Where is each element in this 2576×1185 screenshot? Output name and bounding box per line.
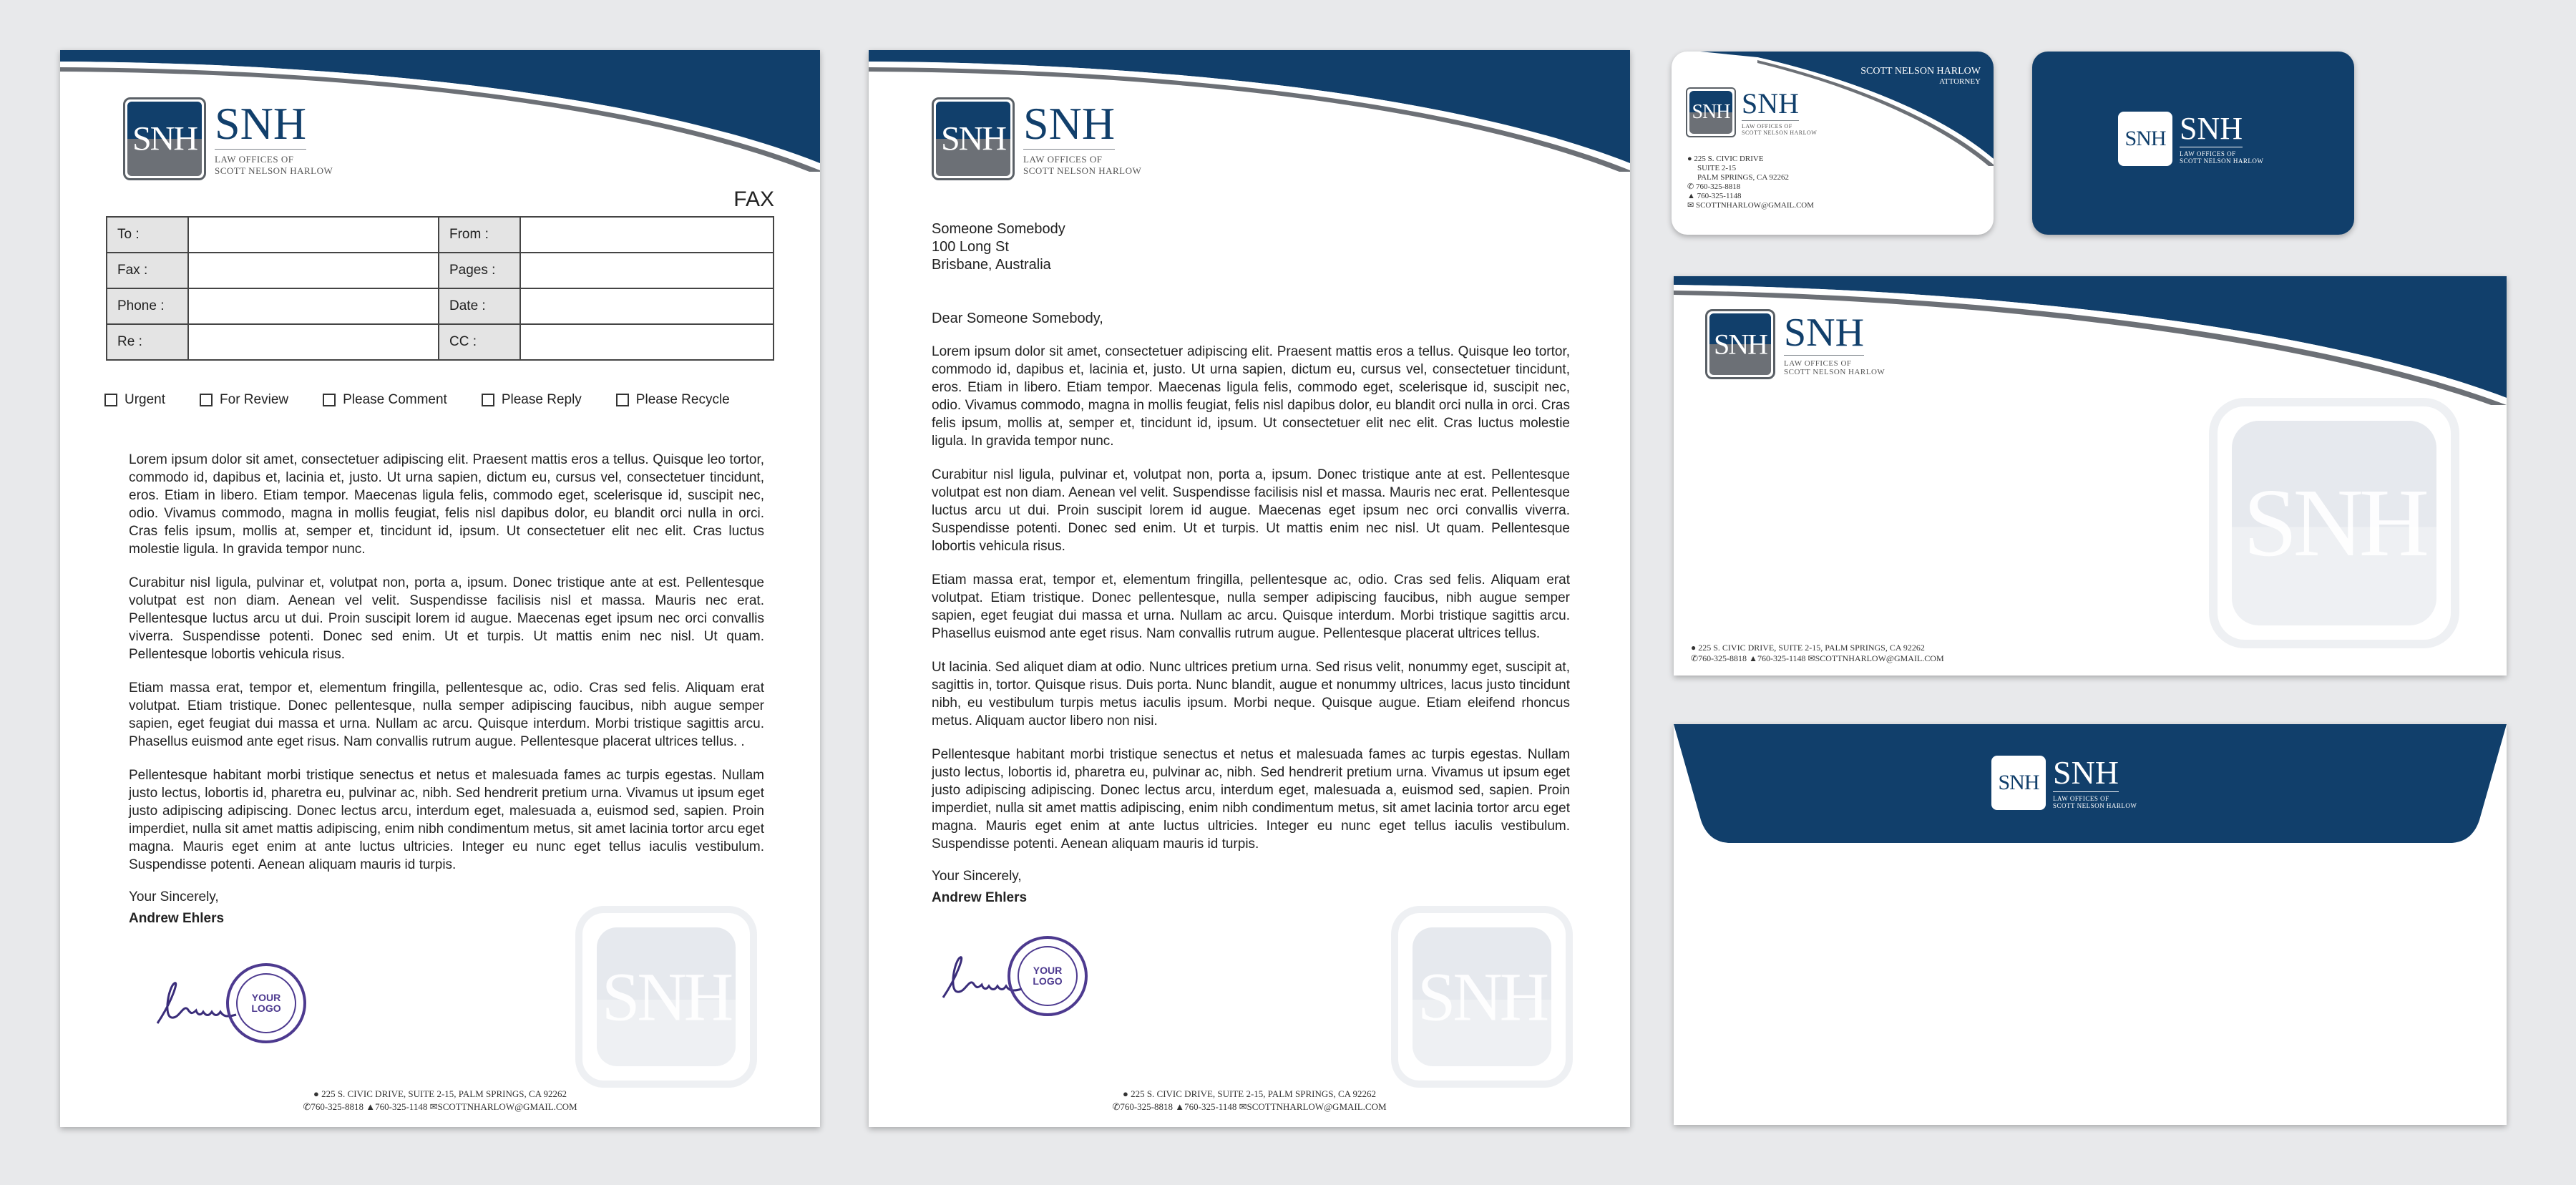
letter-paragraph: Curabitur nisl ligula, pulvinar et, volutpat non, porta a, ipsum. Donec tristique ante at est. Pellentesque volutpat est non diam. Aenean vel velit. Suspendisse facilisis nisl et massa. Mauris nec erat. Pellentesque luctus arcu ut dui. Proin suscipit lorem id augue. Maecenas eget ipsum nec orci convallis viverra. Suspendisse potenti. Donec sed enim. Ut et turpis. Ut mattis enim nec nisl. Ut quam. Pellentesque lobortis vehicula risus. xyxy=(932,467,1570,554)
fax-field[interactable] xyxy=(188,253,439,288)
mail-icon: ✉ xyxy=(429,1101,438,1112)
phone-field[interactable] xyxy=(188,288,439,324)
re-label: Re : xyxy=(107,324,188,360)
fax-footer: ● 225 S. CIVIC DRIVE, SUITE 2-15, PALM SPRINGS, CA 92262 ✆760-325-8818 ▲760-325-1148 ✉SCOTTNHARLOW@GMAIL.COM xyxy=(303,1088,577,1112)
firm-logo xyxy=(123,97,333,180)
cc-label: CC : xyxy=(439,324,520,360)
envelope-logo: SNH SNH LAW OFFICES OF SCOTT NELSON HARLOW xyxy=(1705,309,1885,379)
logo-mark: SNH xyxy=(932,97,1015,180)
check-urgent[interactable]: Urgent xyxy=(104,392,165,408)
pages-field[interactable] xyxy=(520,253,774,288)
pin-icon: ● xyxy=(1687,155,1692,163)
date-label: Date : xyxy=(439,288,520,324)
check-please-recycle[interactable]: Please Recycle xyxy=(616,392,730,408)
logo-mark: SNH xyxy=(1686,87,1736,137)
fax-sheet xyxy=(60,50,820,1127)
firm-logo: SNH SNH LAW OFFICES OF SCOTT NELSON HARLOW xyxy=(932,97,1141,180)
mail-icon: ✉ xyxy=(1807,653,1815,663)
card-contact: ● 225 S. CIVIC DRIVE SUITE 2-15 PALM SPRINGS, CA 92262 ✆ 760-325-8818 ▲ 760-325-1148 ✉ SCOTTNHARLOW@GMAIL.COM xyxy=(1687,155,1815,210)
logo-mark: SNH xyxy=(2118,112,2172,166)
checkbox[interactable] xyxy=(104,394,117,406)
letterhead-sheet xyxy=(869,50,1630,1127)
logo-mark-text: SNH xyxy=(132,120,197,158)
logo-wordmark: SNH xyxy=(1784,310,1865,355)
fax-paragraph: Pellentesque habitant morbi tristique senectus et netus et malesuada fames ac turpis egestas. Nullam justo lectus, lobortis id, pharetra eu, pulvinar ac, nibh. Sed hendrerit pretium urna. Vivamus ut ipsum eget justo adipiscing adipiscing. Donec lectus arcu, interdum eget, malesuada a, euismod sed, sapien. Proin imperdiet, nulla sit amet mattis adipiscing, enim nibh condimentum metus, sit amet lacinia tortor arcu eget magna. Mauris eget enim at ante luctus ultricies. Integer eu nunc eget tellus iaculis vestibulum. Suspendisse potenti. Aenean aliquam mauris id turpis. xyxy=(129,768,764,872)
date-field[interactable] xyxy=(520,288,774,324)
logo-mark: SNH xyxy=(1991,756,2046,810)
to-label: To : xyxy=(107,217,188,253)
letter-closing: Your Sincerely, xyxy=(932,869,1022,884)
stamp-seal: YOUR LOGO xyxy=(1008,936,1088,1016)
fax-closing: Your Sincerely, xyxy=(129,889,219,904)
phone-label: Phone : xyxy=(107,288,188,324)
letter-paragraph: Etiam massa erat, tempor et, elementum fringilla, pellentesque ac, odio. Cras sed felis. Aliquam erat volutpat. Etiam tristique. Donec pellentesque, nulla semper adipiscing faucibus, nibh augue semper sapien, eget feugiat dui massa et urna. Nullam ac arcu. Quisque interdum. Morbi tristique sagittis arcu. Phasellus euismod ante eget risus. Nam convallis rutrum augue. Pellentesque placerat ultrices tellus. xyxy=(932,572,1570,641)
phone-icon: ✆ xyxy=(1691,653,1699,663)
logo-wordmark: SNH xyxy=(2180,111,2243,146)
business-card-front xyxy=(1672,52,1994,235)
card-name: SCOTT NELSON HARLOW xyxy=(1860,66,1981,77)
phone-icon: ✆ xyxy=(303,1101,311,1112)
from-field[interactable] xyxy=(520,217,774,253)
card-logo: SNH SNH LAW OFFICES OF SCOTT NELSON HARLOW xyxy=(1686,87,1817,137)
envelope-front xyxy=(1674,276,2507,676)
letter-paragraph: Pellentesque habitant morbi tristique senectus et netus et malesuada fames ac turpis egestas. Nullam justo lectus, lobortis id, pharetra eu, pulvinar ac, nibh. Sed hendrerit pretium urna. Vivamus ut ipsum eget justo adipiscing adipiscing. Donec lectus arcu, interdum eget, malesuada a, euismod sed, sapien. Proin imperdiet, nulla sit amet mattis adipiscing, enim nibh condimentum metus, sit amet lacinia tortor arcu eget magna. Mauris eget enim at ante luctus ultricies. Integer eu nunc eget tellus iaculis vestibulum. Suspendisse potenti. Aenean aliquam mauris id turpis. xyxy=(932,747,1570,852)
logo-mark: SNH xyxy=(1705,309,1775,379)
checkbox[interactable] xyxy=(482,394,494,406)
pin-icon: ● xyxy=(313,1088,319,1099)
fax-body xyxy=(129,451,764,927)
pin-icon: ● xyxy=(1122,1088,1128,1099)
fax-paragraph: Lorem ipsum dolor sit amet, consectetuer adipiscing elit. Praesent mattis eros a tellus. Quisque leo tortor, commodo id, dapibus et, lacinia et, justo. Ut urna sapien, dictum eu, cursus vel, consectetuer tincidunt, eros. Etiam in libero. Etiam tempor. Maecenas ligula felis, commodo eget, scelerisque id, suscipit nec, odio. Vivamus commodo, magna in mollis feugiat, felis nisl dapibus dolor, eu blandit orci nulla in orci. Cras felis ipsum, mollis at, semper et, tincidunt id, ipsum. Ut consectetuer elit nec elit. Cras luctus molestie ligula. In gravida tempor nunc. xyxy=(129,452,764,557)
phone-icon: ✆ xyxy=(1112,1101,1121,1112)
logo-wordmark: SNH xyxy=(215,98,307,149)
fax-label: Fax : xyxy=(107,253,188,288)
fax-paragraph: Etiam massa erat, tempor et, elementum fringilla, pellentesque ac, odio. Cras sed felis. Aliquam erat volutpat. Etiam tristique. Donec pellentesque, nulla semper adipiscing faucibus, nibh augue semper sapien, eget feugiat dui massa et urna. Nullam ac arcu. Quisque interdum. Morbi tristique sagittis arcu. Phasellus euismod ante eget risus. Nam convallis rutrum augue. Pellentesque placerat ultrices tellus. . xyxy=(129,681,764,749)
card-title: ATTORNEY xyxy=(1939,77,1981,86)
cc-field[interactable] xyxy=(520,324,774,360)
check-please-reply[interactable]: Please Reply xyxy=(482,392,582,408)
logo-line2: SCOTT NELSON HARLOW xyxy=(215,165,333,176)
logo-wordmark: SNH xyxy=(1742,87,1800,120)
watermark-logo: SNH xyxy=(2209,398,2459,648)
recipient-address: Someone Somebody 100 Long St Brisbane, Australia xyxy=(932,221,1065,273)
fax-title: FAX xyxy=(733,187,774,211)
fax-checkboxes xyxy=(104,392,730,408)
mail-icon: ✉ xyxy=(1687,201,1694,210)
mail-icon: ✉ xyxy=(1239,1101,1247,1112)
pin-icon: ● xyxy=(1691,643,1697,653)
logo-wordmark: SNH xyxy=(2053,754,2119,791)
business-card-back xyxy=(2032,52,2354,235)
letter-signer: Andrew Ehlers xyxy=(932,890,1028,905)
fax-icon: ▲ xyxy=(1687,192,1695,200)
check-please-comment[interactable]: Please Comment xyxy=(323,392,447,408)
fax-header-table xyxy=(106,216,774,361)
check-for-review[interactable]: For Review xyxy=(200,392,288,408)
fax-icon: ▲ xyxy=(366,1101,376,1112)
envelope-back xyxy=(1674,724,2507,1125)
stamp-seal: YOUR LOGO xyxy=(226,963,306,1043)
from-label: From : xyxy=(439,217,520,253)
letter-footer: ● 225 S. CIVIC DRIVE, SUITE 2-15, PALM SPRINGS, CA 92262 ✆760-325-8818 ▲760-325-1148 ✉SCOTTNHARLOW@GMAIL.COM xyxy=(1112,1088,1387,1112)
re-field[interactable] xyxy=(188,324,439,360)
phone-icon: ✆ xyxy=(1687,182,1694,191)
logo-mark xyxy=(123,97,206,180)
pages-label: Pages : xyxy=(439,253,520,288)
letter-body xyxy=(932,311,1570,906)
logo-wordmark: SNH xyxy=(1023,98,1116,149)
letter-paragraph: Ut lacinia. Sed aliquet diam at odio. Nunc ultrices pretium urna. Sed risus velit, nonummy eget, suscipit at, sagittis in, tortor. Quisque risus. Duis porta. Nunc blandit, augue et nonummy ultrices, lacus justo tincidunt nibh, eu vestibulum turpis metus iaculis ipsum. Morbi neque. Quisque augue. Etiam eleifend rhoncus metus. Aliquam auctor libero non nisi. xyxy=(932,660,1570,728)
fax-signer: Andrew Ehlers xyxy=(129,911,225,926)
checkbox[interactable] xyxy=(616,394,629,406)
letter-paragraph: Lorem ipsum dolor sit amet, consectetuer adipiscing elit. Praesent mattis eros a tellus. Quisque leo tortor, commodo id, dapibus et, lacinia et, justo. Ut urna sapien, dictum eu, cursus vel, consectetuer tincidunt, eros. Etiam in libero. Etiam tempor. Maecenas ligula felis, commodo eget, scelerisque id, suscipit nec, odio. Vivamus commodo, magna in mollis feugiat, felis nisl dapibus dolor, eu blandit orci nulla in orci. Cras felis ipsum, mollis at, semper et, tincidunt id, ipsum. Ut consectetuer elit nec elit. Cras luctus molestie ligula. In gravida tempor nunc. xyxy=(932,344,1570,449)
checkbox[interactable] xyxy=(200,394,213,406)
to-field[interactable] xyxy=(188,217,439,253)
watermark-logo: SNH xyxy=(1391,906,1573,1088)
card-back-logo: SNH SNH LAW OFFICES OF SCOTT NELSON HARLOW xyxy=(2118,112,2263,166)
envelope-flap-logo: SNH SNH LAW OFFICES OF SCOTT NELSON HARLOW xyxy=(1991,756,2137,810)
envelope-return-address: ● 225 S. CIVIC DRIVE, SUITE 2-15, PALM SPRINGS, CA 92262 ✆760-325-8818 ▲760-325-1148 ✉SCOTTNHARLOW@GMAIL.COM xyxy=(1691,643,1944,663)
logo-line1: LAW OFFICES OF xyxy=(215,154,294,165)
fax-icon: ▲ xyxy=(1175,1101,1185,1112)
salutation: Dear Someone Somebody, xyxy=(932,311,1103,326)
watermark-logo: SNH xyxy=(575,906,757,1088)
checkbox[interactable] xyxy=(323,394,336,406)
fax-paragraph: Curabitur nisl ligula, pulvinar et, volutpat non, porta a, ipsum. Donec tristique ante at est. Pellentesque volutpat est non diam. Aenean vel velit. Suspendisse facilisis nisl et massa. Mauris nec erat. Pellentesque luctus arcu ut dui. Proin suscipit lorem id augue. Maecenas eget ipsum nec orci convallis viverra. Suspendisse potenti. Donec sed enim. Ut et turpis. Ut mattis enim nec nisl. Ut quam. Pellentesque lobortis vehicula risus. xyxy=(129,575,764,662)
fax-icon: ▲ xyxy=(1749,653,1757,663)
